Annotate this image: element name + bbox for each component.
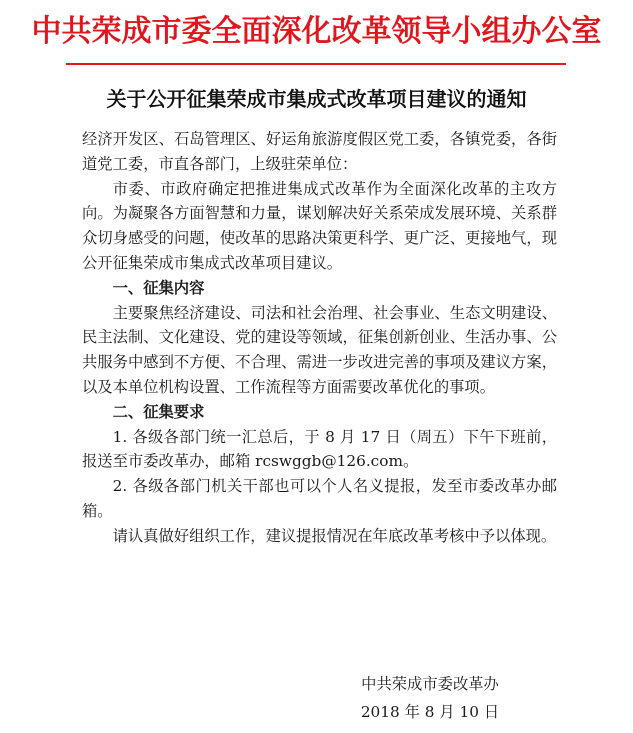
red-divider-line (66, 63, 566, 65)
signature-block (340, 670, 520, 726)
issuer-name: 中共荣成市委改革办 (361, 675, 499, 693)
notice-body (82, 127, 557, 549)
notice-title: 关于公开征集荣成市集成式改革项目建议的通知 (106, 87, 527, 111)
section1-heading: 一、征集内容 (112, 278, 205, 297)
section2-item1: 1. 各级各部门统一汇总后，于 8 月 17 日（周五）下午下班前，报送至市委改革办，邮箱 rcswggb@126.com。 (82, 427, 557, 471)
section2-item2: 2. 各级各部门机关干部也可以个人名义提报，发至市委改革办邮箱。 (82, 477, 557, 520)
intro-paragraph: 市委、市政府确定把推进集成式改革作为全面深化改革的主攻方向。为凝聚各方面智慧和力量，谋划解决好关系荣成发展环境、关系群众切身感受的问题，使改革的思路决策更科学、更广泛、更接地气，现公开征集荣成市集成式改革项目建议。 (82, 179, 557, 272)
section1-body: 主要聚焦经济建设、司法和社会治理、社会事业、生态文明建设、民主法制、文化建设、党的建设等领域，征集创新创业、生活办事、公共服务中感到不方便、不合理、需进一步改进完善的事项及建议方案，以及本单位机构设置、工作流程等方面需要改革优化的事项。 (82, 303, 557, 396)
section2-heading: 二、征集要求 (112, 402, 205, 421)
closing-paragraph: 请认真做好组织工作，建议提报情况在年底改革考核中予以体现。 (112, 526, 557, 545)
addressees-paragraph: 经济开发区、石岛管理区、好运角旅游度假区党工委，各镇党委，各街道党工委，市直各部门，上级驻荣单位： (82, 130, 557, 173)
org-header-title: 中共荣成市委全面深化改革领导小组办公室 (31, 14, 602, 49)
issue-date: 2018 年 8 月 10 日 (360, 703, 500, 721)
